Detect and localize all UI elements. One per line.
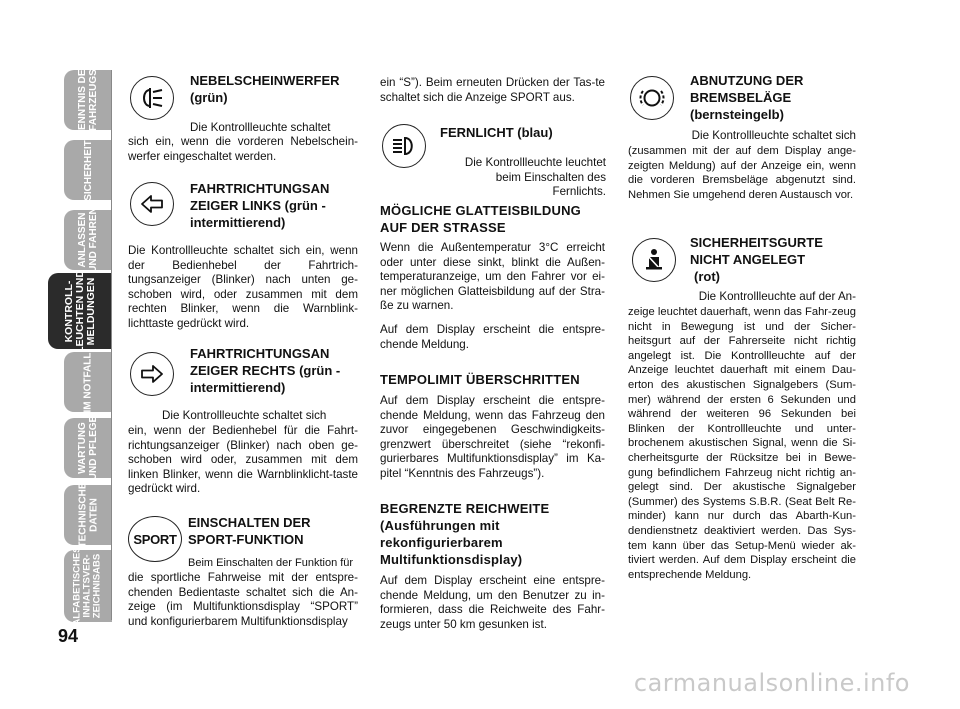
brake-text: (zusammen mit der auf dem Display ange-zeigten Meldung) auf der Anzeige ein, wenn die vorderen Bremsbeläge abgenutzt sind. Nehmen Sie umgehend deren Austausch vor. [628,145,856,201]
fog-title: NEBELSCHEINWERFER [190,73,340,88]
range-text: Auf dem Display erscheint eine entspre-chende Meldung, um den Benutzer zu in-formieren, dass die Reichweite des Fahr-zeugs unter 50 km gesunken ist. [380,574,605,631]
watermark: carmanualsonline.info [633,669,910,697]
tab-kontrollleuchten-und-meldungen[interactable]: KONTROLL- LEUCHTEN UND MELDUNGEN [48,273,112,349]
tab-anlassen-und-fahren[interactable]: ANLASSEN UND FAHREN [64,210,112,270]
sport-text: die sportliche Fahrweise mit der entspre-chenden Bedientaste schaltet sich die An-zeige (im Multifunktionsdisplay “SPORT” und konfigurierbarem Multifunktionsdisplay [128,571,358,628]
right-signal-text: ein, wenn der Bedienhebel für die Fahrt-richtungsanzeiger (Blinker) nach oben ge-schoben wird oder, zusammen mit dem linken Blinker, wenn die Warnblinklicht-taste gedrückt wird. [128,424,358,496]
brake-pad-icon [630,76,674,120]
tab-im-notfall[interactable]: IM NOTFALL [64,352,112,412]
left-signal-title: FAHRTRICHTUNGSAN [190,181,330,196]
tab-kenntnis-des-fahrzeugs[interactable]: KENNTNIS DES FAHRZEUGS [64,70,112,130]
fog-title-color: (grün) [190,90,228,105]
tab-wartung-und-pflege[interactable]: WARTUNG UND PFLEGE [64,418,112,478]
high-beam-icon [382,124,426,168]
seatbelt-title: SICHERHEITSGURTE [690,235,823,250]
ice-text-display: Auf dem Display erscheint die entspre-chende Meldung. [380,323,605,351]
ice-heading: MÖGLICHE GLATTEISBILDUNG [380,203,581,218]
brake-title: ABNUTZUNG DER [690,73,804,88]
high-beam-title: FERNLICHT (blau) [440,125,553,140]
fog-light-icon [130,76,174,120]
high-beam-text-line1: Die Kontrollleuchte leuchtet [464,156,606,169]
fog-text: sich ein, wenn die vorderen Nebelschein-werfer eingeschaltet werden. [128,135,358,163]
right-signal-text-first-line: Die Kontrollleuchte schaltet sich [162,409,327,422]
seatbelt-text-first-line: Die Kontrollleuchte auf der An- [698,290,856,303]
right-signal-title: FAHRTRICHTUNGSAN [190,346,330,361]
speed-limit-text: Auf dem Display erscheint die entspre-chende Meldung, wenn das Fahrzeug den zuvor eingegebenen Geschwindigkeits-grenzwert überschreitet (siehe “rekonfi-gurierbares Multifunktionsdisplay” im Ka-pitel “Kenntnis des Fahrzeugs”). [380,394,605,480]
ice-text: Wenn die Außentemperatur 3°C erreicht oder unter diese sinkt, blinkt die Außen-temperaturanzeige, um den Fahrer vor ei-ner möglichen Glatteisbildung auf der Stra-ße zu warnen. [380,241,605,313]
brake-text-first-line: Die Kontrollleuchte schaltet sich [691,129,856,142]
sport-text-first-line: Beim Einschalten der Funktion für [188,557,354,569]
tab-alfabetisches-inhaltsverzeichnis[interactable]: ALFABETISCHES INHALTSVER- ZEICHNISABS [64,550,112,622]
tab-technische-daten[interactable]: TECHNISCHE DATEN [64,485,112,545]
speed-limit-heading: TEMPOLIMIT ÜBERSCHRITTEN [380,372,580,387]
turn-signal-left-icon [130,182,174,226]
sport-icon: SPORT [128,516,182,562]
page-number: 94 [58,626,79,646]
left-signal-text: Die Kontrollleuchte schaltet sich ein, wenn der Bedienhebel der Fahrtrich-tungsanzeiger (Blinker) nach unten ge-schoben wird, oder zusammen mit dem rechten Blinker, wenn die Warnblink-lichttaste gedrückt wird. [128,244,358,330]
high-beam-text-line2: beim Einschalten des Fernlichts. [495,170,606,199]
tab-sicherheit[interactable]: SICHERHEIT [64,140,112,200]
fog-text-first-line: Die Kontrollleuchte schaltet [190,121,331,134]
seatbelt-text: zeige leuchtet dauerhaft, wenn das Fahr-zeug nicht in Bewegung ist und der Sicher-heitsgurt auf der Fahrerseite nicht richtig angelegt ist. Die Kontrollleuchte auf der Anzeige leuchtet dauerhaft mit einem Dau-erton des akustischen Signalgebers (Sum-mer) während der ersten 6 Sekunden und während der weiteren 96 Sekunden bei Blinken der Kontrollleuchte und unter-brochenem akustischen Signal, wenn die Si-cherheitsgurte der Rücksitze bei in Bewe-gung befindlichem Fahrzeug nicht richtig an-gelegt sind. Der akustische Signalgeber (Summer) des Systems S.B.R. (Seat Belt Re-minder) kann nur durch das Abarth-Kun-dendienstnetz deaktiviert werden. Das Sys-tem kann über das Setup-Menü wieder ak-tiviert werden. Auf dem Display erscheint die entsprechende Meldung. [628,306,856,581]
sidebar-divider [111,70,112,620]
seatbelt-icon [632,238,676,282]
range-heading: BEGRENZTE REICHWEITE [380,501,550,516]
sport-title: EINSCHALTEN DER [188,515,311,530]
turn-signal-right-icon [130,352,174,396]
sport-text-continued: ein “S”). Beim erneuten Drücken der Tas-te schaltet sich die Anzeige SPORT aus. [380,76,605,104]
